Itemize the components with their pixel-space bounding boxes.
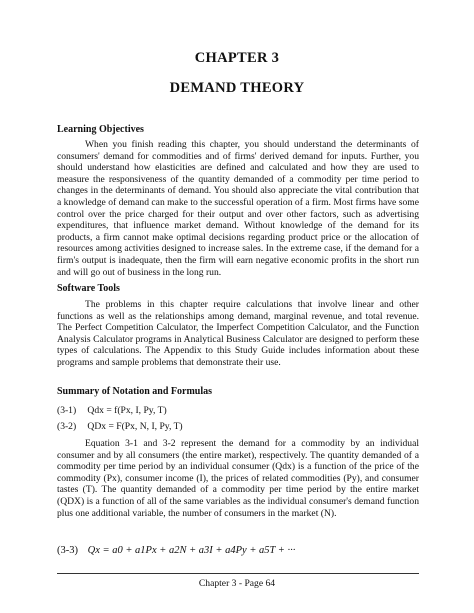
page-footer: Chapter 3 - Page 64: [198, 578, 276, 589]
notation-heading: Summary of Notation and Formulas: [57, 386, 213, 397]
formula-expression: Qx = a0 + a1Px + a2N + a3I + a4Py + a5T + ···: [87, 545, 296, 556]
footer-divider: [57, 573, 419, 574]
formula-3-3: [57, 545, 295, 557]
learning-objectives-paragraph: When you finish reading this chapter, you should understand the determinants of consumers' demand for commodities and of firms' derived demand for inputs. Further, you should understand how elasticities are defined and calculated and how they are used to measure the responsiveness of the quantity demanded of a commodity per time period to changes in the determinants of demand. You should also appreciate the vital contribution that a knowledge of demand can make to the successful operation of a firm. Most firms have some control over the price charged for their output and over other factors, such as advertising expenditures, that influence market demand. Without knowledge of the demand for its products, a firm cannot make optimal decisions regarding product price or the allocation of resources among activities designed to increase sales. In the extreme case, if the demand for a firm's output is inadequate, then the firm will earn negative economic profits in the short run and will go out of business in the long run.: [57, 139, 419, 278]
notation-paragraph: Equation 3-1 and 3-2 represent the demand for a commodity by an individual consumer and by all consumers (the entire market), respectively. The quantity demanded of a commodity per time period by an individual consumer (Qdx) is a function of the price of the commodity (Px), consumer income (I), the prices of related commodities (Py), and consumer tastes (T). The quantity demanded of a commodity per time period by the entire market (QDX) is a function of all of the same variables as the individual consumer's demand function plus one additional variable, the number of consumers in the market (N).: [57, 438, 419, 519]
formula-3-2: [57, 421, 183, 433]
software-tools-heading: Software Tools: [57, 283, 120, 294]
formula-3-1: [57, 405, 167, 417]
formula-expression: QDx = F(Px, N, I, Py, T): [87, 421, 183, 432]
chapter-title: DEMAND THEORY: [169, 80, 305, 96]
chapter-number: CHAPTER 3: [194, 50, 280, 66]
formula-expression: Qdx = f(Px, I, Py, T): [87, 405, 167, 416]
formula-number: (3-1): [57, 405, 77, 416]
learning-objectives-heading: Learning Objectives: [57, 124, 144, 135]
formula-number: (3-3): [57, 545, 78, 556]
formula-number: (3-2): [57, 421, 77, 432]
software-tools-paragraph: The problems in this chapter require calculations that involve linear and other functions as well as the relationships among demand, marginal revenue, and total revenue. The Perfect Competition Calculator, the Imperfect Competition Calculator, and the Function Analysis Calculator programs in Analytical Business Calculator are designed to perform these types of calculations. The Appendix to this Study Guide includes information about these programs and sample problems that demonstrate their use.: [57, 299, 419, 368]
